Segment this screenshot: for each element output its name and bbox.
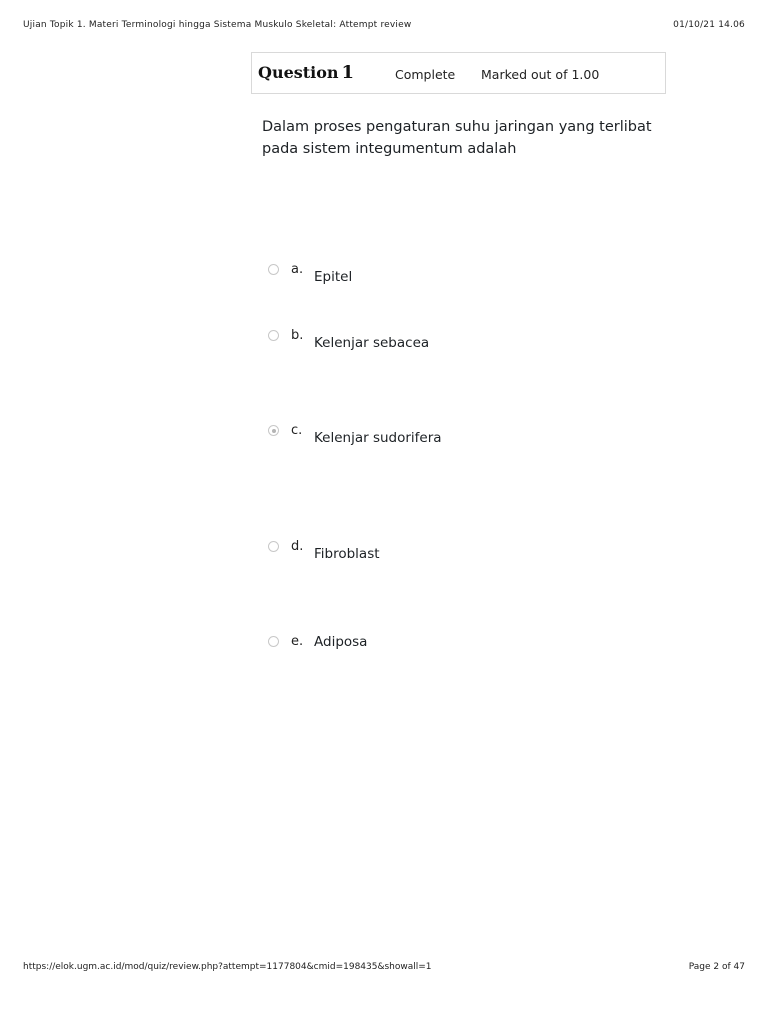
question-number: 1 <box>341 62 355 83</box>
question-text: Dalam proses pengaturan suhu jaringan yang terlibat pada sistem integumentum adalah <box>262 119 652 157</box>
question-label-text: Question <box>258 63 339 82</box>
page-number: Page 2 of 47 <box>688 962 745 972</box>
radio-button-c-selected[interactable] <box>268 425 279 436</box>
print-datetime: 01/10/21 14.06 <box>673 20 745 30</box>
radio-button-a[interactable] <box>268 264 279 275</box>
option-text: Epitel <box>314 269 353 285</box>
option-letter: e. <box>291 634 304 649</box>
question-grade: Marked out of 1.00 <box>481 67 600 82</box>
question-state: Complete <box>395 67 456 82</box>
page-url: https://elok.ugm.ac.id/mod/quiz/review.php?attempt=1177804&cmid=198435&showall=1 <box>23 962 432 972</box>
question-info-box <box>251 52 666 94</box>
radio-button-e[interactable] <box>268 636 279 647</box>
option-text: Adiposa <box>314 634 368 650</box>
radio-button-b[interactable] <box>268 330 279 341</box>
option-text: Fibroblast <box>314 546 380 562</box>
option-letter: c. <box>291 423 303 438</box>
option-letter: b. <box>291 328 304 343</box>
option-letter: d. <box>291 539 304 554</box>
print-header <box>23 20 745 32</box>
question-number-label <box>258 62 354 83</box>
option-letter: a. <box>291 262 304 277</box>
option-text: Kelenjar sudorifera <box>314 430 442 446</box>
document-title: Ujian Topik 1. Materi Terminologi hingga Sistema Muskulo Skeletal: Attempt review <box>23 20 412 30</box>
option-text: Kelenjar sebacea <box>314 335 430 351</box>
print-footer <box>23 962 745 974</box>
radio-button-d[interactable] <box>268 541 279 552</box>
